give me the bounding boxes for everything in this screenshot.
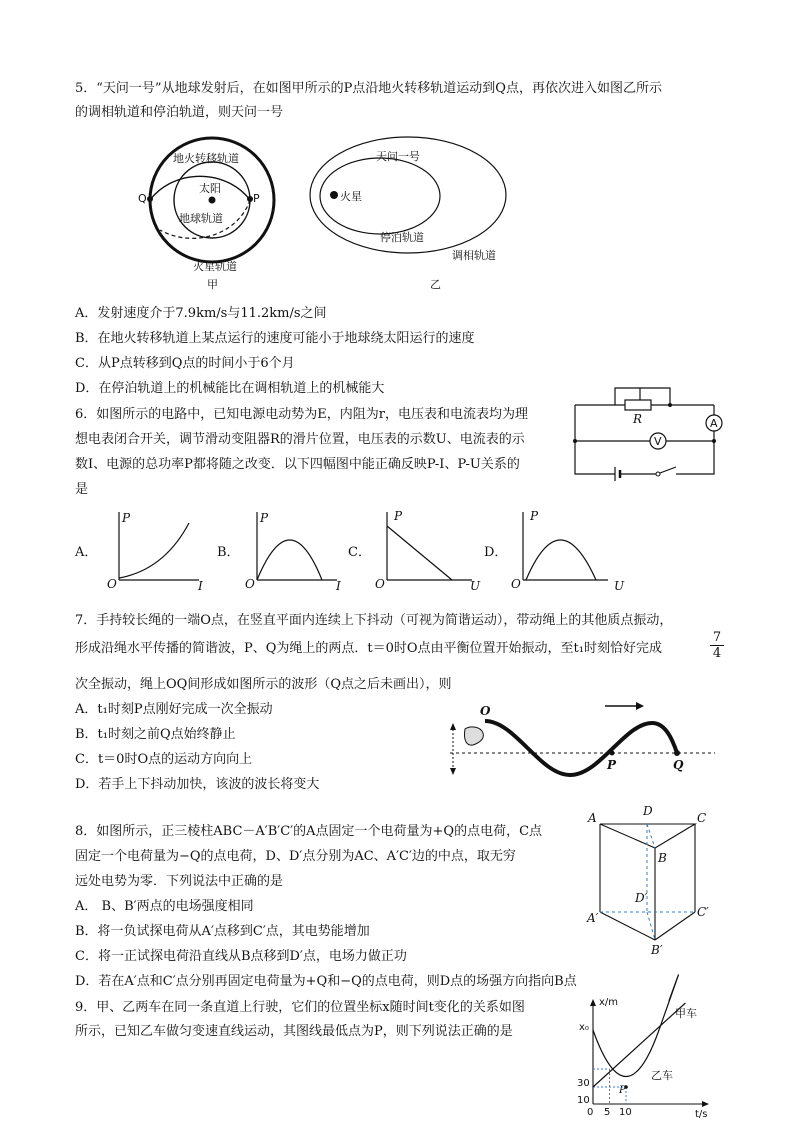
- yi-caption: 乙: [430, 278, 441, 291]
- prism-label-d2: D′: [635, 891, 648, 905]
- q9-chart: [575, 995, 715, 1120]
- q9-xtick-10: 10: [619, 1107, 632, 1118]
- q6-line4: 是: [75, 482, 89, 497]
- q6-graph-c: [372, 508, 482, 593]
- q9-xtick-0: 0: [587, 1107, 594, 1118]
- prism-label-b: B: [658, 851, 667, 865]
- q5-option-b: B．在地火转移轨道上某点运行的速度可能小于地球绕太阳运行的速度: [75, 331, 475, 346]
- q6-graph-b-option: B．: [217, 545, 240, 560]
- yi-label-mars: 火星: [340, 190, 362, 203]
- q9-series-jia-label: 甲车: [675, 1007, 697, 1020]
- q9-ytick-x0: x₀: [579, 1022, 589, 1033]
- q6-graph-d-option: D．: [484, 545, 508, 560]
- q9-series-yi-curve: [593, 975, 678, 1077]
- jia-label-mars: 火星轨道: [193, 260, 237, 273]
- q5-option-d: D．在停泊轨道上的机械能比在调相轨道上的机械能大: [75, 381, 385, 396]
- q9-ytick-30: 30: [577, 1078, 590, 1089]
- wave-label-p: P: [607, 758, 617, 772]
- jia-label-transfer: 地火转移轨道: [173, 152, 239, 165]
- q5-line2: 的调相轨道和停泊轨道，则天问一号: [75, 105, 284, 120]
- q7-line3: 次全振动，绳上OQ间形成如图所示的波形（Q点之后未画出），则: [75, 677, 452, 692]
- q6-graph-a-option: A．: [75, 545, 98, 560]
- q7-line2: 形成沿绳水平传播的简谐波，P、Q为绳上的两点．t＝0时O点由平衡位置开始振动，至t₁时刻恰好完成: [75, 641, 662, 656]
- q8-option-c: C．将一正试探电荷沿直线从B点移到D′点，电场力做正功: [75, 949, 407, 964]
- graph-d-y: P: [530, 509, 539, 523]
- prism-label-a: A: [588, 811, 597, 825]
- q9-xtick-5: 5: [604, 1107, 611, 1118]
- jia-label-sun: 太阳: [199, 182, 221, 195]
- q5-option-a: A．发射速度介于7.9km/s与11.2km/s之间: [75, 306, 327, 321]
- q8-line3: 远处电势为零．下列说法中正确的是: [75, 874, 284, 889]
- graph-b-y: P: [260, 511, 269, 525]
- graph-b-o: O: [245, 577, 255, 591]
- q6-line3: 数I、电源的总功率P都将随之改变．以下四幅图中能正确反映P-I、P-U关系的: [75, 457, 520, 472]
- yi-label-probe: 天问一号: [376, 150, 420, 163]
- graph-c-x: U: [470, 579, 481, 593]
- q5-option-c: C．从P点转移到Q点的时间小于6个月: [75, 356, 295, 371]
- wave-label-q: Q: [673, 758, 684, 772]
- q6-graph-c-option: C．: [348, 545, 371, 560]
- q8-line2: 固定一个电荷量为−Q的点电荷，D、D′点分别为AC、A′C′边的中点，取无穷: [75, 849, 516, 864]
- q5-figure-yi: [300, 140, 510, 300]
- q6-graph-b: [242, 508, 342, 593]
- q7-fraction: [710, 630, 724, 661]
- q5-line1: 5．“天问一号”从地球发射后，在如图甲所示的P点沿地火转移轨道运动到Q点，再依次进入如图乙所示: [75, 81, 662, 96]
- prism-label-d: D: [643, 804, 653, 818]
- q8-option-a: A． B、B′两点的电场强度相同: [75, 899, 254, 914]
- jia-label-q: Q: [138, 192, 147, 205]
- prism-label-a2: A′: [587, 911, 599, 925]
- graph-d-o: O: [511, 577, 521, 591]
- prism-label-b2: B′: [651, 943, 663, 957]
- prism-label-c2: C′: [697, 905, 709, 919]
- q7-option-b: B．t₁时刻之前Q点始终静止: [75, 727, 236, 742]
- jia-label-earth: 地球轨道: [179, 212, 223, 225]
- graph-a-o: O: [107, 577, 117, 591]
- q8-option-b: B．将一负试探电荷从A′点移到C′点，其电势能增加: [75, 924, 370, 939]
- q7-line1: 7．手持较长绳的一端O点，在竖直平面内连续上下抖动（可视为简谐运动），带动绳上的其他质点振动，: [75, 613, 673, 628]
- graph-c-o: O: [375, 577, 385, 591]
- yi-label-phasing: 调相轨道: [452, 249, 496, 262]
- q9-line1: 9．甲、乙两车在同一条直道上行驶，它们的位置坐标x随时间t变化的关系如图: [75, 1000, 525, 1015]
- circuit-label-a: A: [710, 417, 718, 430]
- q8-line1: 8．如图所示，正三棱柱ABC－A′B′C′的A点固定一个电荷量为+Q的点电荷，C点: [75, 824, 543, 839]
- q8-prism-figure: [585, 800, 715, 960]
- q9-ytick-10: 10: [577, 1095, 590, 1106]
- q7-wave-figure: [440, 703, 720, 783]
- q7-option-a: A．t₁时刻P点刚好完成一次全振动: [75, 702, 273, 717]
- prism-label-c: C: [697, 811, 707, 825]
- q6-line2: 想电表闭合开关，调节滑动变阻器R的滑片位置，电压表的示数U、电流表的示: [75, 432, 525, 447]
- q7-option-c: C．t＝0时O点的运动方向向上: [75, 752, 253, 767]
- q8-option-d: D．若在A′点和C′点分别再固定电荷量为+Q和−Q的点电荷，则D点的场强方向指向B点: [75, 974, 577, 989]
- graph-a-y: P: [122, 511, 131, 525]
- q7-option-d: D．若手上下抖动加快，该波的波长将变大: [75, 777, 320, 792]
- q7-frac-num: 7: [710, 630, 724, 646]
- q9-ylabel: x/m: [599, 997, 619, 1008]
- jia-label-p: P: [253, 192, 260, 205]
- q9-line2: 所示，已知乙车做匀变速直线运动，其图线最低点为P，则下列说法正确的是: [75, 1024, 513, 1039]
- q6-line1: 6．如图所示的电路中，已知电源电动势为E，内阻为r，电压表和电流表均为理: [75, 407, 528, 422]
- yi-label-parking: 停泊轨道: [380, 231, 424, 244]
- q5-figure-jia: [135, 140, 285, 300]
- q9-series-yi-label: 乙车: [651, 1069, 673, 1082]
- graph-c-y: P: [394, 509, 403, 523]
- wave-label-o: O: [480, 704, 491, 718]
- circuit-label-r: R: [633, 412, 643, 426]
- circuit-label-v: V: [654, 435, 662, 448]
- q6-circuit: [570, 383, 730, 483]
- graph-d-x: U: [614, 579, 625, 593]
- graph-a-x: I: [198, 579, 203, 593]
- q7-frac-den: 4: [712, 646, 722, 661]
- q6-graph-a: [104, 508, 204, 593]
- graph-b-x: I: [336, 579, 341, 593]
- q6-graph-d: [508, 508, 628, 593]
- jia-caption: 甲: [207, 278, 218, 291]
- q9-annotation-p: P: [619, 1085, 626, 1096]
- q9-xlabel: t/s: [695, 1109, 708, 1120]
